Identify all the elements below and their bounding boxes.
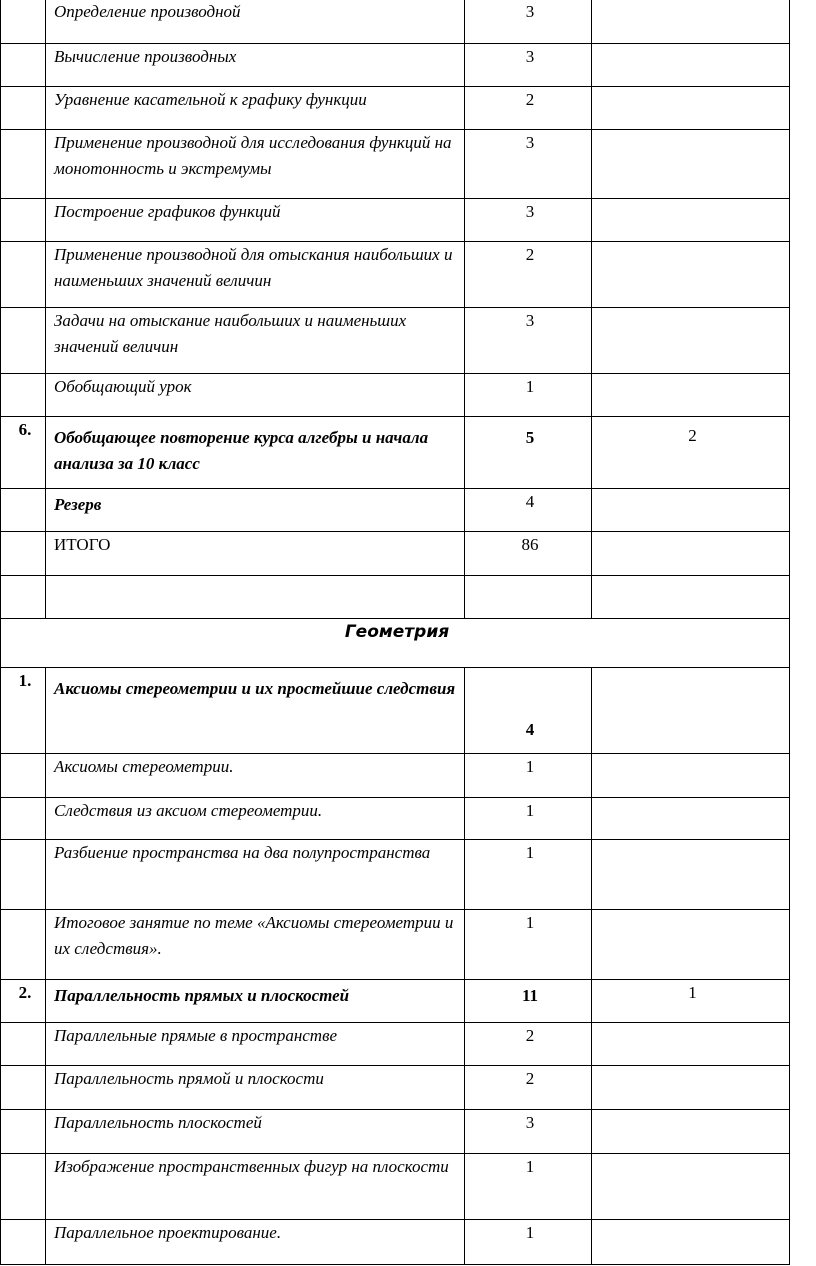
topic-cell: Следствия из аксиом стереометрии. bbox=[46, 798, 465, 840]
table-row bbox=[1, 44, 790, 87]
table-row bbox=[1, 1154, 790, 1220]
topic-cell: Резерв bbox=[46, 489, 465, 532]
row-number bbox=[1, 87, 46, 130]
hours-cell: 86 bbox=[465, 532, 592, 576]
hours-cell: 2 bbox=[465, 242, 592, 308]
table-row bbox=[1, 130, 790, 199]
row-number bbox=[1, 1066, 46, 1110]
table-row bbox=[1, 417, 790, 489]
control-cell bbox=[592, 754, 790, 798]
topic-cell: Обобщающее повторение курса алгебры и начала анализа за 10 класс bbox=[46, 417, 465, 489]
topic-cell: Параллельность прямых и плоскостей bbox=[46, 980, 465, 1023]
control-cell bbox=[592, 1110, 790, 1154]
row-number bbox=[1, 840, 46, 910]
hours-cell: 1 bbox=[465, 1154, 592, 1220]
topic-cell: Параллельность плоскостей bbox=[46, 1110, 465, 1154]
hours-cell: 2 bbox=[465, 1066, 592, 1110]
topic-cell: Вычисление производных bbox=[46, 44, 465, 87]
row-number bbox=[1, 910, 46, 980]
row-number bbox=[1, 374, 46, 417]
table-row bbox=[1, 1220, 790, 1265]
row-number bbox=[1, 308, 46, 374]
table-row bbox=[1, 308, 790, 374]
row-number bbox=[1, 242, 46, 308]
hours-cell bbox=[465, 576, 592, 619]
hours-cell: 1 bbox=[465, 910, 592, 980]
topic-cell: Задачи на отыскание наибольших и наименьших значений величин bbox=[46, 308, 465, 374]
row-number bbox=[1, 489, 46, 532]
control-cell bbox=[592, 87, 790, 130]
table-row bbox=[1, 87, 790, 130]
hours-cell: 3 bbox=[465, 44, 592, 87]
control-cell bbox=[592, 532, 790, 576]
table-row bbox=[1, 242, 790, 308]
hours-cell: 4 bbox=[465, 668, 592, 754]
row-number: 2. bbox=[1, 980, 46, 1023]
table-row bbox=[1, 1023, 790, 1066]
row-number bbox=[1, 576, 46, 619]
hours-cell: 1 bbox=[465, 374, 592, 417]
table-row bbox=[1, 374, 790, 417]
topic-cell: Уравнение касательной к графику функции bbox=[46, 87, 465, 130]
control-cell bbox=[592, 130, 790, 199]
row-number bbox=[1, 1023, 46, 1066]
hours-cell: 3 bbox=[465, 0, 592, 44]
topic-cell: Параллельные прямые в пространстве bbox=[46, 1023, 465, 1066]
hours-cell: 1 bbox=[465, 754, 592, 798]
topic-cell: Разбиение пространства на два полупространства bbox=[46, 840, 465, 910]
row-number bbox=[1, 1154, 46, 1220]
hours-cell: 3 bbox=[465, 1110, 592, 1154]
hours-cell: 3 bbox=[465, 199, 592, 242]
table-row bbox=[1, 576, 790, 619]
control-cell bbox=[592, 1023, 790, 1066]
section-title: Геометрия bbox=[1, 619, 790, 668]
hours-cell: 4 bbox=[465, 489, 592, 532]
table-row bbox=[1, 199, 790, 242]
row-number bbox=[1, 1220, 46, 1265]
table-row bbox=[1, 0, 790, 44]
control-cell bbox=[592, 0, 790, 44]
table-row bbox=[1, 910, 790, 980]
topic-cell: Изображение пространственных фигур на плоскости bbox=[46, 1154, 465, 1220]
row-number bbox=[1, 44, 46, 87]
control-cell bbox=[592, 910, 790, 980]
control-cell bbox=[592, 840, 790, 910]
row-number bbox=[1, 0, 46, 44]
row-number: 6. bbox=[1, 417, 46, 489]
topic-cell: Аксиомы стереометрии. bbox=[46, 754, 465, 798]
topic-cell: Параллельность прямой и плоскости bbox=[46, 1066, 465, 1110]
topic-cell: Параллельное проектирование. bbox=[46, 1220, 465, 1265]
control-cell bbox=[592, 1066, 790, 1110]
control-cell bbox=[592, 668, 790, 754]
row-number bbox=[1, 798, 46, 840]
topic-cell: Итоговое занятие по теме «Аксиомы стереометрии и их следствия». bbox=[46, 910, 465, 980]
control-cell bbox=[592, 199, 790, 242]
control-cell: 1 bbox=[592, 980, 790, 1023]
table-row bbox=[1, 1066, 790, 1110]
topic-cell bbox=[46, 576, 465, 619]
hours-cell: 5 bbox=[465, 417, 592, 489]
control-cell: 2 bbox=[592, 417, 790, 489]
table-row bbox=[1, 532, 790, 576]
row-number bbox=[1, 532, 46, 576]
hours-cell: 3 bbox=[465, 130, 592, 199]
hours-cell: 2 bbox=[465, 1023, 592, 1066]
hours-cell: 1 bbox=[465, 798, 592, 840]
hours-cell: 1 bbox=[465, 840, 592, 910]
table-row bbox=[1, 1110, 790, 1154]
table-row bbox=[1, 840, 790, 910]
row-number: 1. bbox=[1, 668, 46, 754]
topic-cell: Построение графиков функций bbox=[46, 199, 465, 242]
topic-cell: Аксиомы стереометрии и их простейшие следствия bbox=[46, 668, 465, 754]
table-row bbox=[1, 754, 790, 798]
hours-cell: 1 bbox=[465, 1220, 592, 1265]
row-number bbox=[1, 754, 46, 798]
table-row bbox=[1, 980, 790, 1023]
topic-cell: Применение производной для исследования функций на монотонность и экстремумы bbox=[46, 130, 465, 199]
row-number bbox=[1, 1110, 46, 1154]
topic-cell: Обобщающий урок bbox=[46, 374, 465, 417]
control-cell bbox=[592, 798, 790, 840]
table-row bbox=[1, 489, 790, 532]
control-cell bbox=[592, 374, 790, 417]
control-cell bbox=[592, 308, 790, 374]
hours-cell: 3 bbox=[465, 308, 592, 374]
hours-cell: 11 bbox=[465, 980, 592, 1023]
control-cell bbox=[592, 489, 790, 532]
topic-cell: ИТОГО bbox=[46, 532, 465, 576]
table-row bbox=[1, 668, 790, 754]
control-cell bbox=[592, 576, 790, 619]
control-cell bbox=[592, 242, 790, 308]
hours-cell: 2 bbox=[465, 87, 592, 130]
control-cell bbox=[592, 44, 790, 87]
row-number bbox=[1, 199, 46, 242]
topic-cell: Определение производной bbox=[46, 0, 465, 44]
table-row bbox=[1, 798, 790, 840]
row-number bbox=[1, 130, 46, 199]
control-cell bbox=[592, 1220, 790, 1265]
section-row bbox=[1, 619, 790, 668]
topic-cell: Применение производной для отыскания наибольших и наименьших значений величин bbox=[46, 242, 465, 308]
control-cell bbox=[592, 1154, 790, 1220]
